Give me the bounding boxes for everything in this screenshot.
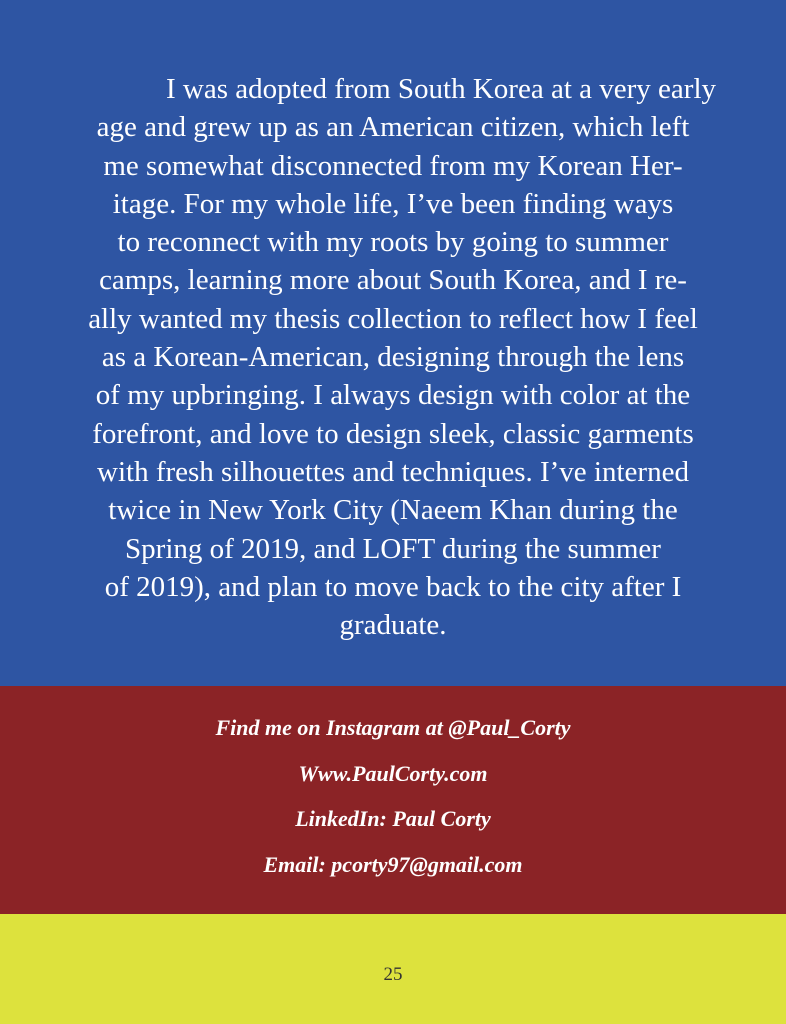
bio-line: of 2019), and plan to move back to the city after I xyxy=(104,570,682,603)
bio-line: Spring of 2019, and LOFT during the summer xyxy=(125,532,661,565)
bio-line: to reconnect with my roots by going to summer xyxy=(117,226,669,259)
bio-line: twice in New York City (Naeem Khan during the xyxy=(108,494,678,527)
linkedin-text: LinkedIn: Paul Corty xyxy=(295,806,491,832)
website-text: Www.PaulCorty.com xyxy=(298,760,488,786)
page-number: 25 xyxy=(383,964,403,985)
bio-line: age and grew up as an American citizen, which left xyxy=(96,111,690,144)
instagram-text: Find me on Instagram at @Paul_Corty xyxy=(215,715,571,740)
bio-line: with fresh silhouettes and techniques. I’ve interned xyxy=(97,455,689,488)
bio-paragraph xyxy=(0,70,786,644)
bio-line: me somewhat disconnected from my Korean Her- xyxy=(103,149,683,182)
bio-line: as a Korean-American, designing through the lens xyxy=(101,341,685,374)
email-text: Email: pcorty97@gmail.com xyxy=(263,852,523,878)
bio-line: graduate. xyxy=(339,609,447,642)
bio-line: of my upbringing. I always design with color at the xyxy=(95,379,691,412)
bio-line: ally wanted my thesis collection to reflect how I feel xyxy=(88,302,698,335)
bio-line: forefront, and love to design sleek, classic garments xyxy=(92,417,694,450)
contact-list xyxy=(0,710,786,893)
bio-line: camps, learning more about South Korea, and I re- xyxy=(99,264,687,297)
bio-line: itage. For my whole life, I’ve been finding ways xyxy=(112,187,674,220)
bio-line: I was adopted from South Korea at a very early xyxy=(166,73,716,105)
